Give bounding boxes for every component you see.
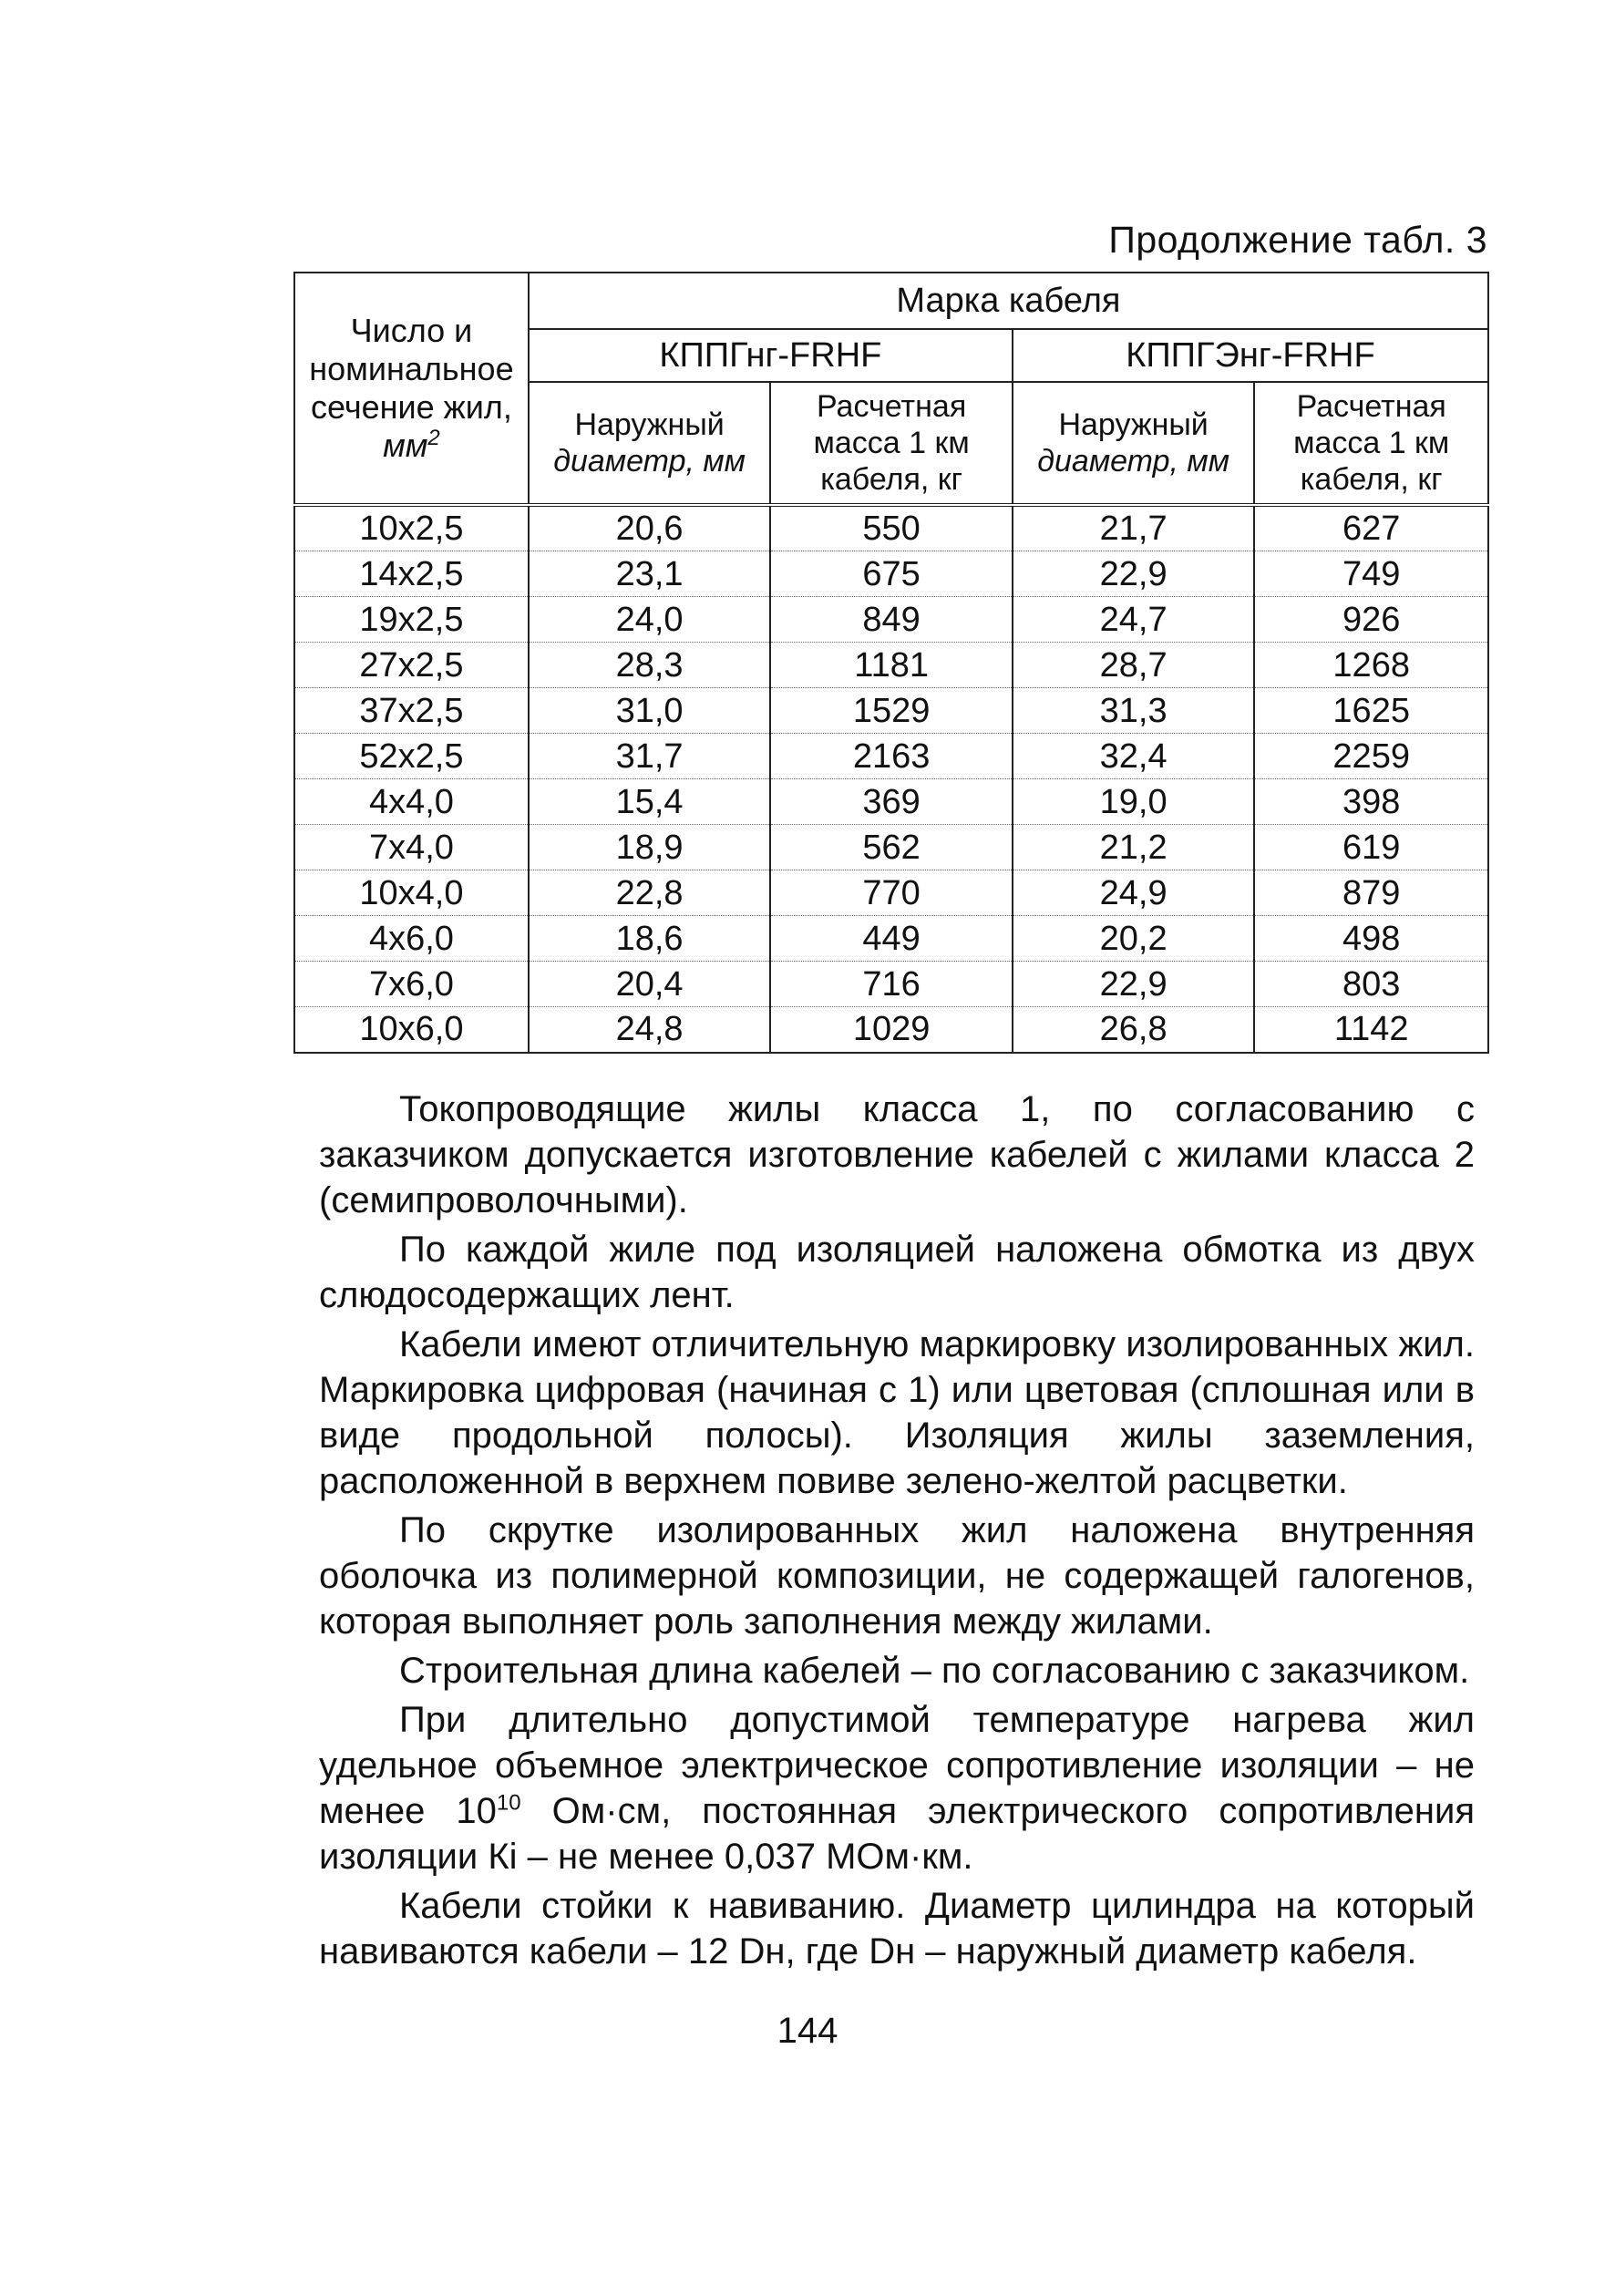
- header-brand1: КППГнг-FRHF: [529, 329, 1013, 382]
- cell-diameter-2: 20,2: [1013, 916, 1255, 962]
- cell-diameter-2: 21,7: [1013, 505, 1255, 551]
- paragraph-inner-sheath: По скрутке изолированных жил наложена внутренняя оболочка из полимерной композиции, не содержащей галогенов, которая выполняет роль заполнения между жилами.: [319, 1510, 1475, 1642]
- cell-mass-2: 1142: [1254, 1007, 1488, 1053]
- body-text: [319, 1086, 1475, 1978]
- cell-diameter-1: 31,0: [529, 688, 771, 734]
- cell-diameter-2: 31,3: [1013, 688, 1255, 734]
- unit-text: мм: [383, 427, 428, 464]
- cell-section: 7х4,0: [294, 825, 529, 870]
- header-mass-2: [1254, 382, 1488, 505]
- header-mass-1: [770, 382, 1013, 505]
- header-core-unit: [295, 427, 528, 465]
- cell-mass-1: 1529: [770, 688, 1013, 734]
- cell-diameter-1: 24,8: [529, 1007, 771, 1053]
- cell-mass-1: 2163: [770, 734, 1013, 779]
- cell-section: 10х4,0: [294, 870, 529, 916]
- cell-section: 19х2,5: [294, 597, 529, 643]
- table-row: [294, 962, 1488, 1007]
- table-row: [294, 597, 1488, 643]
- paragraph-marking: Кабели имеют отличительную маркировку изолированных жил. Маркировка цифровая (начиная с 1) или цветовая (сплошная или в виде продольной полосы). Изоляция жилы заземления, расположенной в верхнем повиве зелено-желтой расцветки.: [319, 1324, 1475, 1501]
- cell-diameter-2: 19,0: [1013, 779, 1255, 825]
- cell-section: 37х2,5: [294, 688, 529, 734]
- cell-section: 27х2,5: [294, 643, 529, 688]
- cell-diameter-1: 18,6: [529, 916, 771, 962]
- cell-mass-1: 562: [770, 825, 1013, 870]
- table-row: [294, 688, 1488, 734]
- cell-mass-2: 2259: [1254, 734, 1488, 779]
- cell-diameter-1: 28,3: [529, 643, 771, 688]
- header-core-line3: сечение жил,: [311, 388, 512, 426]
- cell-diameter-2: 28,7: [1013, 643, 1255, 688]
- cell-mass-2: 803: [1254, 962, 1488, 1007]
- paragraph-resistance: [319, 1697, 1475, 1879]
- page-number: 144: [777, 2011, 838, 2051]
- cell-mass-2: 627: [1254, 505, 1488, 551]
- cell-mass-1: 675: [770, 551, 1013, 597]
- cell-diameter-2: 22,9: [1013, 962, 1255, 1007]
- cell-mass-2: 879: [1254, 870, 1488, 916]
- cell-mass-1: 449: [770, 916, 1013, 962]
- cell-mass-2: 1625: [1254, 688, 1488, 734]
- cell-section: 10х2,5: [294, 505, 529, 551]
- cell-mass-1: 369: [770, 779, 1013, 825]
- cell-mass-2: 498: [1254, 916, 1488, 962]
- table-row: [294, 643, 1488, 688]
- table-caption: Продолжение табл. 3: [1108, 219, 1487, 261]
- cell-diameter-2: 21,2: [1013, 825, 1255, 870]
- cell-mass-1: 716: [770, 962, 1013, 1007]
- cell-diameter-1: 18,9: [529, 825, 771, 870]
- cell-diameter-2: 24,9: [1013, 870, 1255, 916]
- cell-diameter-2: 22,9: [1013, 551, 1255, 597]
- header-diameter-2: [1013, 382, 1255, 505]
- cell-section: 4х4,0: [294, 779, 529, 825]
- table-row: [294, 825, 1488, 870]
- diam1-line1: Наружный: [574, 407, 725, 442]
- mass1-line2: масса 1 км: [813, 426, 970, 460]
- table-row: [294, 870, 1488, 916]
- header-core-line2: номинальное: [309, 350, 514, 387]
- cell-mass-1: 849: [770, 597, 1013, 643]
- cell-section: 4х6,0: [294, 916, 529, 962]
- cell-mass-2: 398: [1254, 779, 1488, 825]
- header-core-count: [294, 273, 529, 505]
- paragraph-winding: Кабели стойки к навиванию. Диаметр цилиндра на который навиваются кабели – 12 Dн, где Dн – наружный диаметр кабеля.: [319, 1886, 1475, 1972]
- header-brand-group: Марка кабеля: [529, 273, 1488, 329]
- table-row: [294, 779, 1488, 825]
- mass1-line3: кабеля, кг: [820, 462, 963, 497]
- mass2-line2: масса 1 км: [1293, 426, 1450, 460]
- cell-diameter-1: 20,4: [529, 962, 771, 1007]
- cell-mass-1: 1181: [770, 643, 1013, 688]
- cell-diameter-1: 31,7: [529, 734, 771, 779]
- cell-section: 10х6,0: [294, 1007, 529, 1053]
- table-row: [294, 1007, 1488, 1053]
- cell-diameter-1: 22,8: [529, 870, 771, 916]
- diam2-line1: Наружный: [1058, 407, 1209, 442]
- cell-diameter-2: 32,4: [1013, 734, 1255, 779]
- cable-table: [293, 272, 1489, 1054]
- cell-mass-1: 770: [770, 870, 1013, 916]
- table-row: [294, 505, 1488, 551]
- cell-section: 7х6,0: [294, 962, 529, 1007]
- mass2-line1: Расчетная: [1296, 389, 1446, 424]
- diam1-line2: диаметр, мм: [553, 444, 746, 479]
- cell-diameter-1: 24,0: [529, 597, 771, 643]
- paragraph-length: Строительная длина кабелей – по согласованию с заказчиком.: [399, 1651, 1470, 1691]
- cell-mass-2: 619: [1254, 825, 1488, 870]
- mass1-line1: Расчетная: [816, 389, 967, 424]
- resistance-text-2: Ом·см, постоянная электрического сопротивления изоляции Кi – не менее 0,037 МОм·км.: [319, 1791, 1475, 1877]
- cell-mass-2: 1268: [1254, 643, 1488, 688]
- cell-diameter-1: 23,1: [529, 551, 771, 597]
- cell-diameter-2: 26,8: [1013, 1007, 1255, 1053]
- cell-diameter-1: 15,4: [529, 779, 771, 825]
- cell-mass-1: 1029: [770, 1007, 1013, 1053]
- cell-diameter-1: 20,6: [529, 505, 771, 551]
- cell-mass-1: 550: [770, 505, 1013, 551]
- resistance-text-1: При длительно допустимой температуре нагрева жил удельное объемное электрическое сопротивление изоляции – не менее 10: [319, 1700, 1475, 1831]
- resistance-exponent: 10: [496, 1790, 521, 1816]
- paragraph-mica-tape: По каждой жиле под изоляцией наложена обмотка из двух слюдосодержащих лент.: [319, 1230, 1475, 1315]
- table-row: [294, 551, 1488, 597]
- table-row: [294, 916, 1488, 962]
- cell-diameter-2: 24,7: [1013, 597, 1255, 643]
- unit-sup: 2: [427, 426, 440, 450]
- cell-section: 52х2,5: [294, 734, 529, 779]
- header-brand2: КППГЭнг-FRHF: [1013, 329, 1488, 382]
- diam2-line2: диаметр, мм: [1037, 444, 1230, 479]
- cell-mass-2: 749: [1254, 551, 1488, 597]
- paragraph-core-class: Токопроводящие жилы класса 1, по согласованию с заказчиком допускается изготовление кабелей с жилами класса 2 (семипроволочными).: [319, 1089, 1475, 1220]
- header-core-line1: Число и: [350, 312, 473, 349]
- mass2-line3: кабеля, кг: [1300, 462, 1443, 497]
- cell-section: 14х2,5: [294, 551, 529, 597]
- header-diameter-1: [529, 382, 771, 505]
- table-row: [294, 734, 1488, 779]
- cell-mass-2: 926: [1254, 597, 1488, 643]
